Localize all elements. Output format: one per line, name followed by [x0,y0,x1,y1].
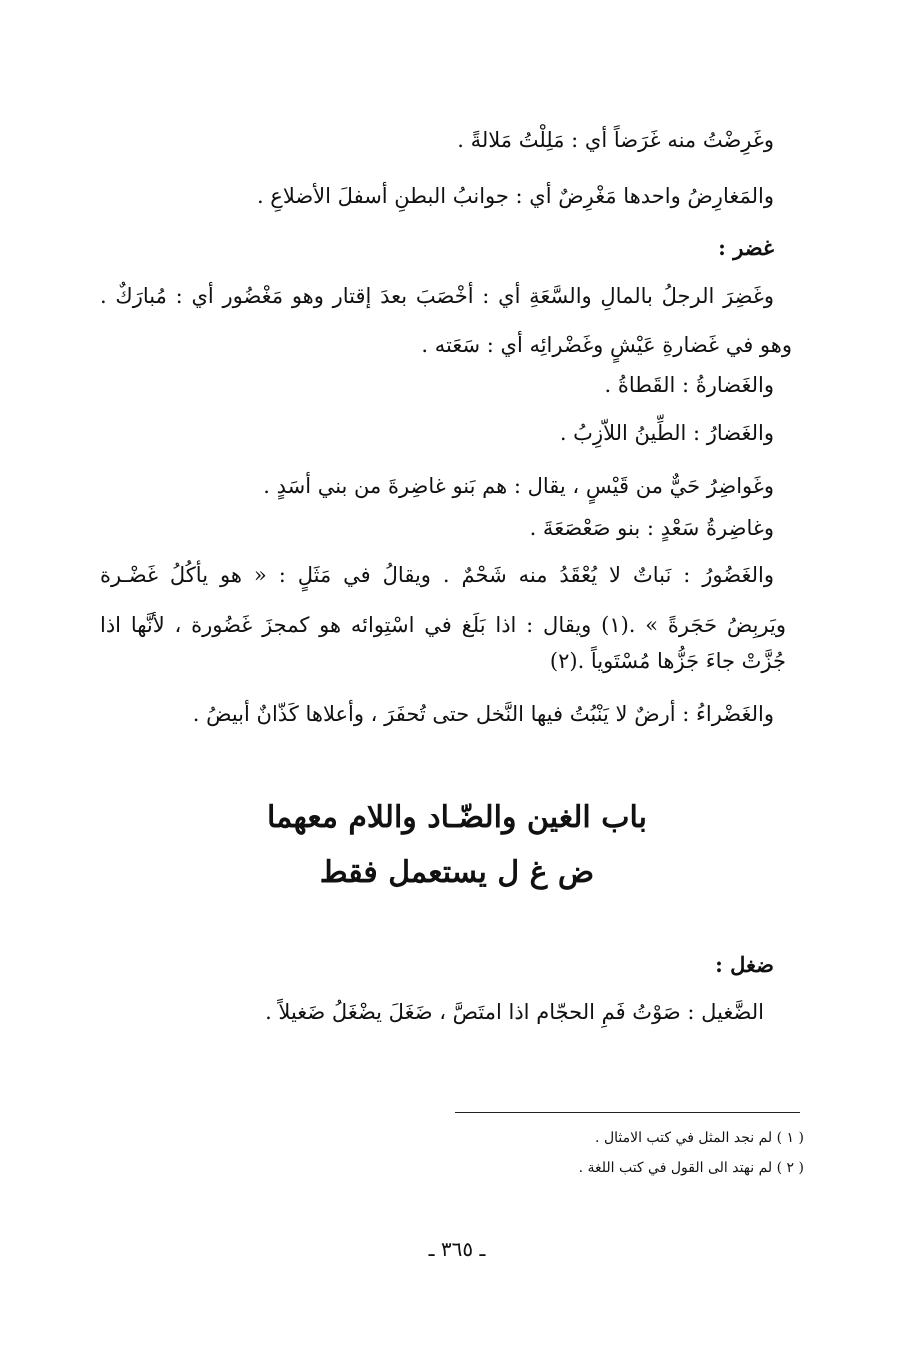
footnote: ( ٢ ) لم نهتد الى القول في كتب اللغة . [578,1160,804,1176]
text-line: والغَضارُ : الطِّينُ اللاّزِبُ . [559,421,774,445]
footnote: ( ١ ) لم نجد المثل في كتب الامثال . [595,1130,804,1146]
text-line: وغَضِرَ الرجلُ بالمالِ والسَّعَةِ أي : أخْصَبَ بعدَ إقتار وهو مَغْضُور أي : مُبارَكٌ . [100,284,774,308]
section-subtitle: ض غ ل يستعمل فقط [319,855,595,890]
text-line: والغَضْراءُ : أرضٌ لا يَنْبُتُ فيها النَّخل حتى تُحفَرَ ، وأعلاها كَذّانٌ أبيضُ . [192,702,774,726]
text-line: ويَربِضُ حَجَرةً » .(١) ويقال : اذا بَلَغ في اسْتِوائه هو كمجزَ غَضُورة ، لأنَّها اذا [100,613,786,637]
text-line: جُزَّتْ جاءَ جَزُّها مُسْتَوياً .(٢) [549,649,786,673]
text-line: الضَّغيل : صَوْتُ فَمِ الحجّام اذا امتَصَّ ، ضَغَلَ يضْغَلُ ضَغيلاً . [265,1000,764,1024]
footnote-separator [455,1112,800,1113]
entry-heading-daghal: ضغل : [715,952,774,977]
text-line: والغَضُورُ : نَباتٌ لا يُعْقَدُ منه شَحْمٌ . ويقالُ في مَثَلٍ : « هو يأكُلُ غَضْـرة [100,563,774,587]
page-number: ـ ٣٦٥ ـ [428,1237,486,1261]
text-line: وغَرِضْتُ منه غَرَضاً أي : مَلِلْتُ مَلالةً . [457,128,774,152]
section-title: باب الغين والضّـاد واللام معهما [267,800,647,835]
entry-heading-ghadar: غضر : [718,235,774,260]
text-line: والغَضارةُ : القَطاةُ . [604,373,774,397]
text-line: وغاضِرةُ سَعْدٍ : بنو صَعْصَعَةَ . [529,516,774,540]
text-line: والمَغارِضُ واحدها مَغْرِضٌ أي : جوانبُ البطنِ أسفلَ الأضلاعِ . [256,184,774,208]
text-line: وهو في غَضارةِ عَيْشٍ وغَضْرائِه أي : سَعَته . [421,333,792,357]
text-line: وغَواضِرُ حَيٌّ من قَيْسٍ ، يقال : هم بَنو غاضِرةَ من بني أسَدٍ . [263,474,774,498]
